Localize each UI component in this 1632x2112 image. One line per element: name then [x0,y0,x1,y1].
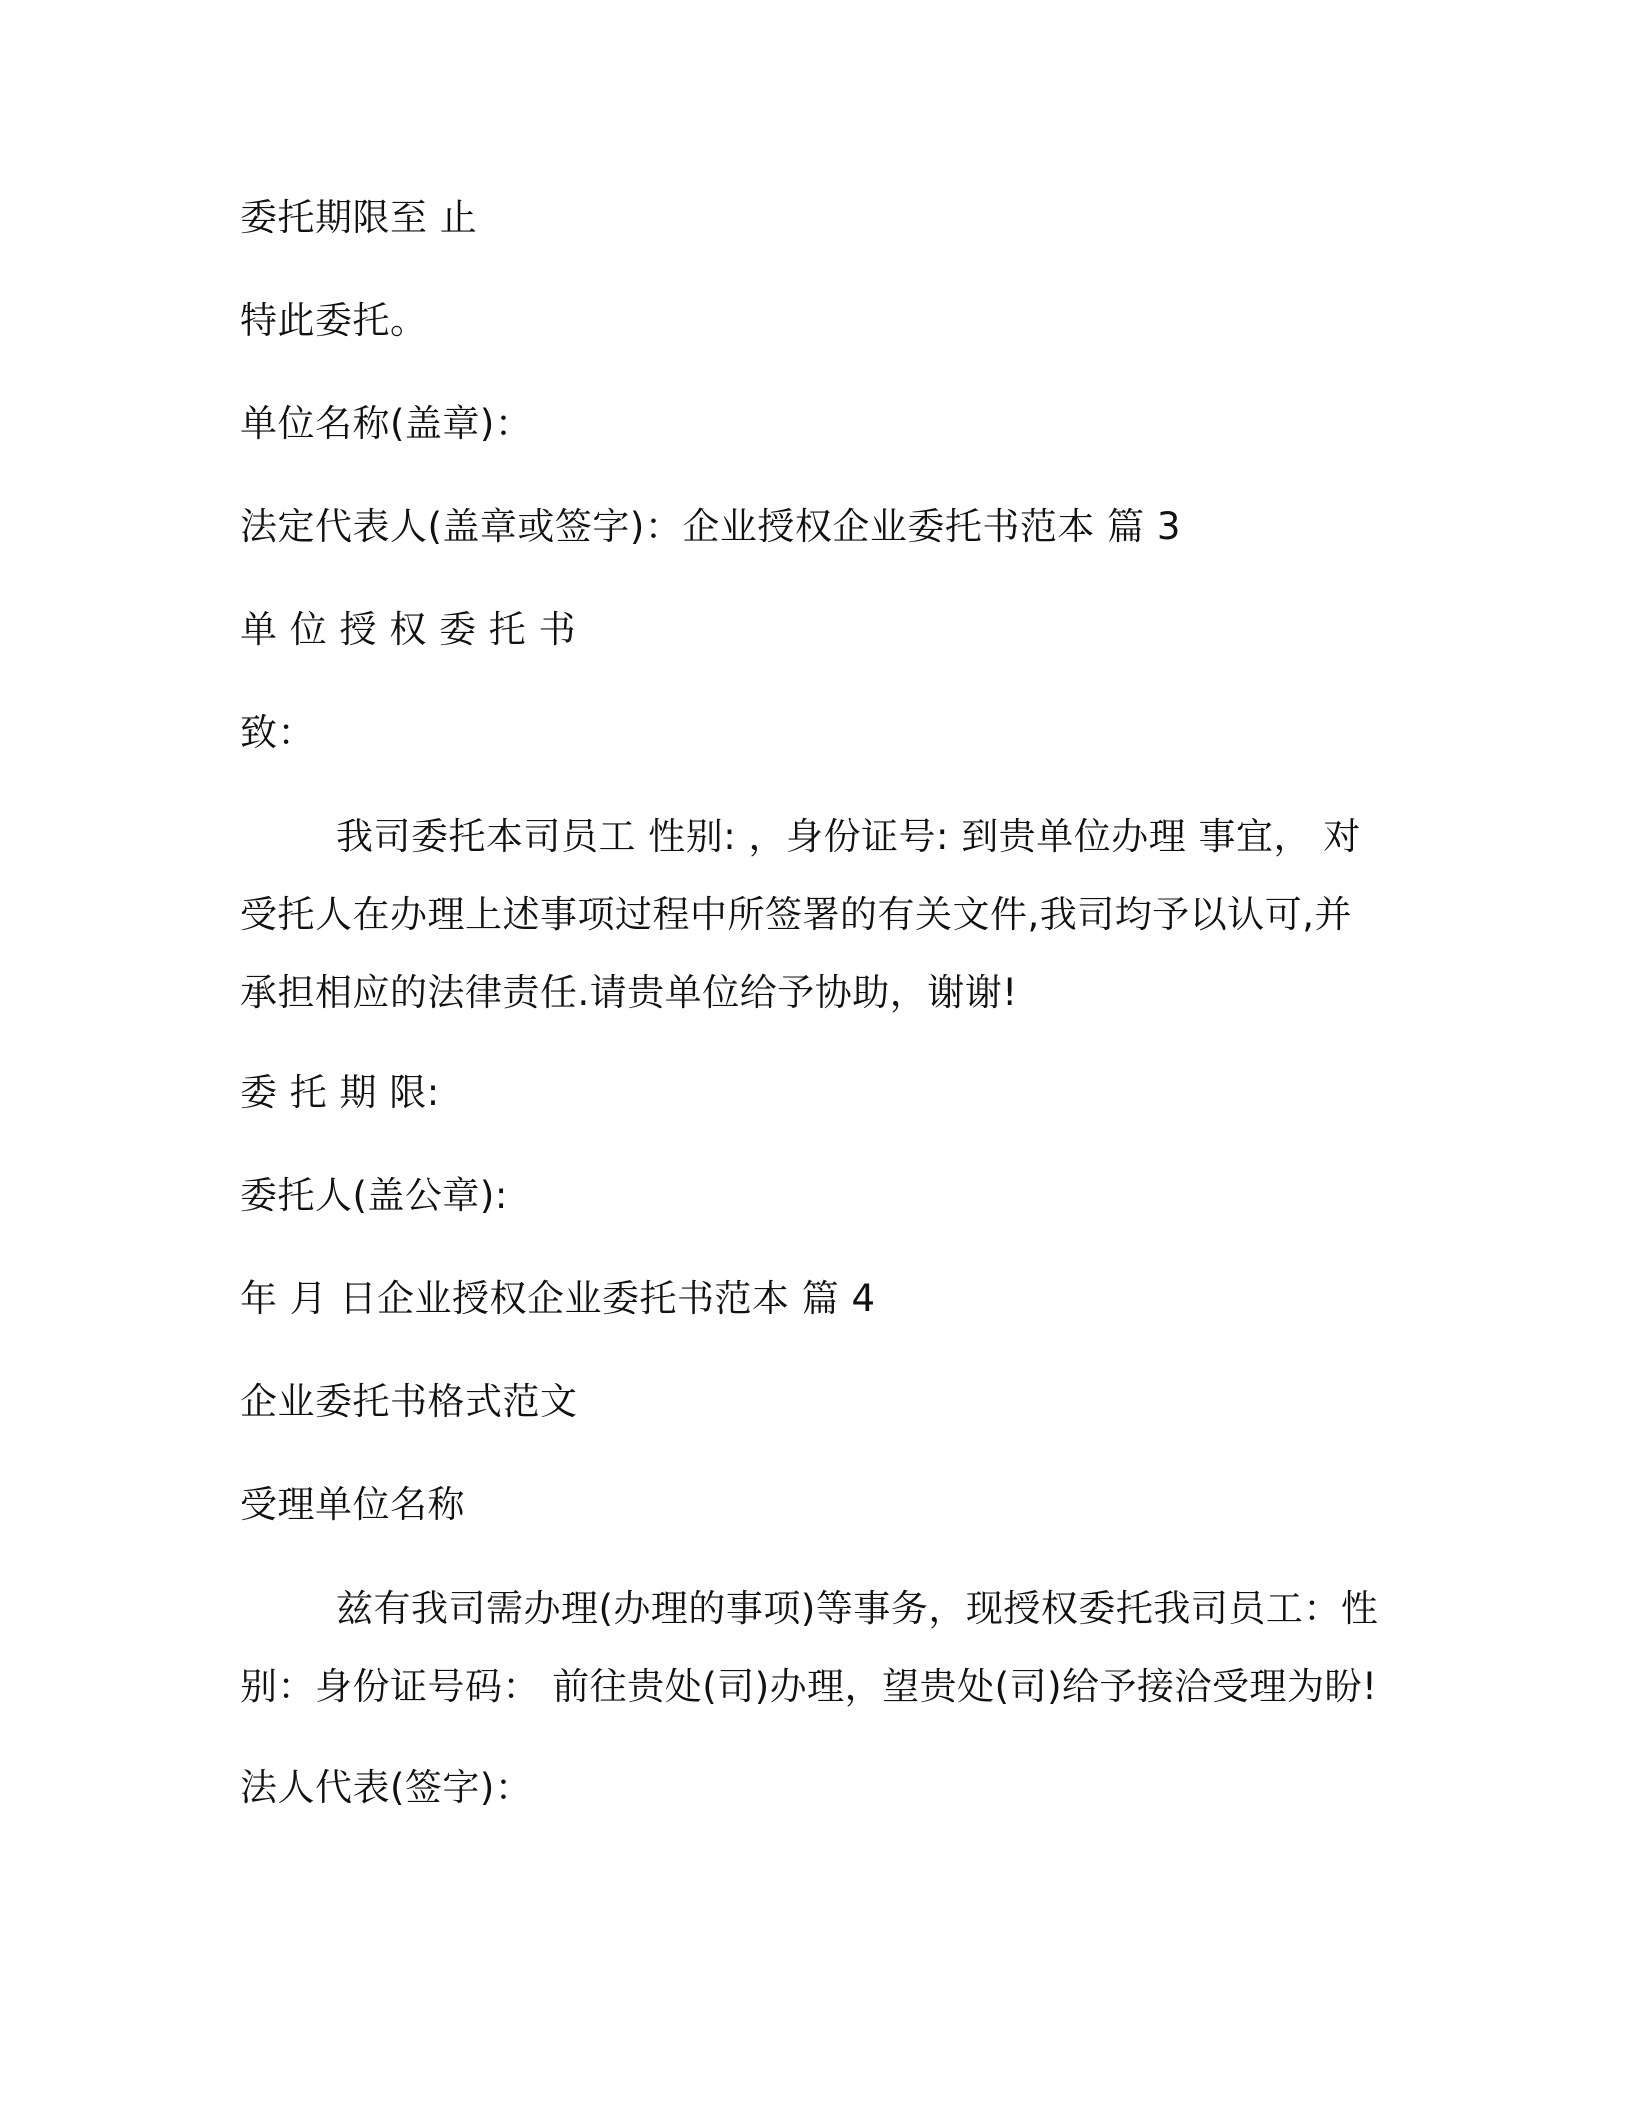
entrust-period-field: 委 托 期 限: [240,1071,440,1114]
legal-rep-line: 法定代表人(盖章或签字)：企业授权企业委托书范本 篇 3 [240,505,1181,548]
delegation-paragraph: 兹有我司需办理(办理的事项)等事务，现授权委托我司员工：性别：身份证号码： 前往贵处(司)办理，望贵处(司)给予接洽受理为盼! [240,1587,1379,1708]
receiving-unit-line: 受理单位名称 [240,1483,465,1526]
entrust-period-line: 委托期限至 止 [240,196,478,239]
date-heading-line: 年 月 日企业授权企业委托书范本 篇 4 [240,1277,876,1320]
hereby-entrust-line: 特此委托。 [240,299,428,342]
unit-name-seal-line: 单位名称(盖章)： [240,402,533,445]
unit-authorization-title: 单 位 授 权 委 托 书 [240,608,577,651]
legal-rep-signature-line: 法人代表(签字)： [240,1766,533,1809]
authorization-paragraph: 我司委托本司员工 性别: ，身份证号: 到贵单位办理 事宜， 对受托人在办理上述事项过程中所签署的有关文件,我司均予以认可,并承担相应的法律责任.请贵单位给予协助，谢谢! [240,815,1361,1014]
addressee-line: 致： [240,711,315,754]
format-sample-heading: 企业委托书格式范文 [240,1380,578,1423]
entruster-seal-line: 委托人(盖公章): [240,1174,508,1217]
